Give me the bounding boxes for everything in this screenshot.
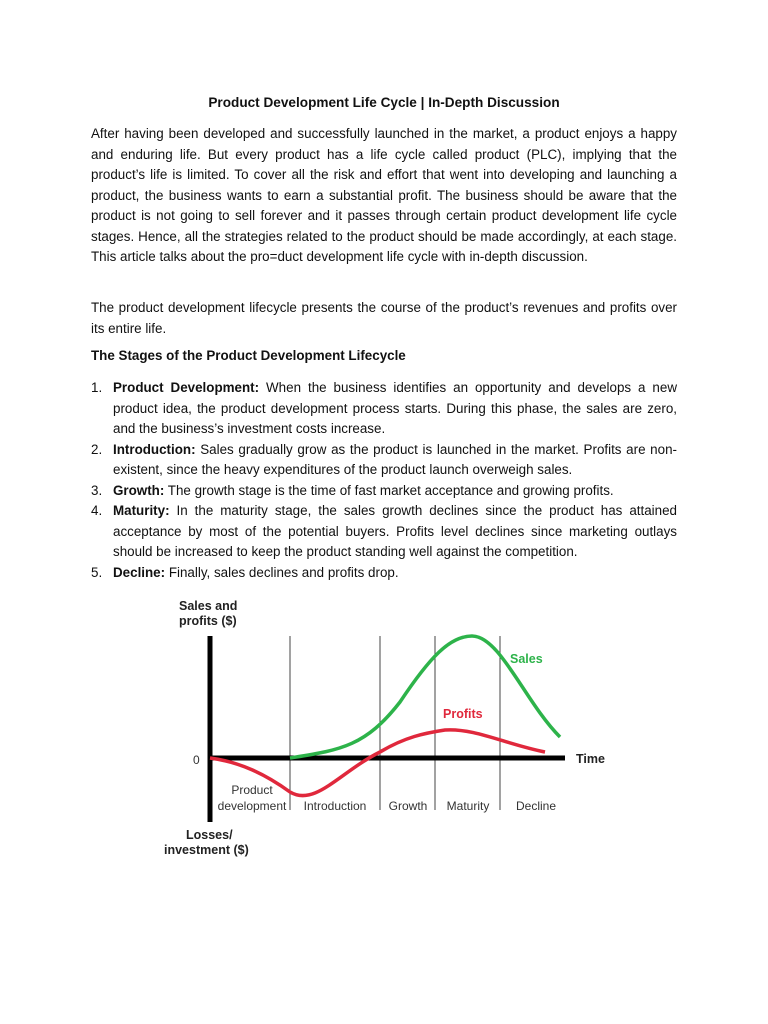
stage-name: Maturity:	[113, 503, 170, 518]
x-label-time: Time	[576, 752, 605, 766]
stage-text: In the maturity stage, the sales growth declines since the product has attained acceptance by most of the potential buyers. Profits level declines since marketing outlays should be increased to keep the product standing well against the competition.	[113, 503, 677, 559]
stage-name: Decline:	[113, 564, 166, 580]
list-item	[91, 563, 677, 584]
y-label-top-line2: profits ($)	[179, 614, 237, 628]
chart-background	[160, 592, 610, 862]
lifecycle-paragraph: The product development lifecycle presents the course of the product’s revenues and profits over its entire life.	[91, 300, 677, 336]
list-number: 5.	[91, 564, 103, 580]
list-item	[91, 481, 677, 502]
profits-series-label: Profits	[443, 707, 483, 721]
y-label-bottom-line2: investment ($)	[164, 843, 249, 857]
stage-text: Finally, sales declines and profits drop.	[165, 564, 399, 580]
sales-series-label: Sales	[510, 652, 543, 666]
stage-name: Growth:	[113, 482, 165, 498]
document-title: Product Development Life Cycle | In-Depth Discussion	[208, 95, 560, 110]
list-number: 4.	[91, 503, 103, 518]
stage-label-introduction: Introduction	[303, 799, 367, 813]
stage-name: Product Development:	[113, 380, 260, 395]
plc-chart	[160, 592, 610, 862]
stages-list	[91, 378, 677, 583]
stage-text: The growth stage is the time of fast market acceptance and growing profits.	[164, 482, 614, 498]
intro-paragraph: After having been developed and successfully launched in the market, a product enjoys a happy and enduring life. But every product has a life cycle called product (PLC), implying that the product’s life is limited. To cover all the risk and effort that went into developing and launching a product, the business wants to earn a substantial profit. The business should be aware that the product is not going to sell forever and it passes through certain product development life cycle stages. Hence, all the strategies related to the product should be made accordingly, at each stage. This article talks about the pro=duct development life cycle with in-depth discussion.	[91, 126, 677, 264]
list-item	[91, 378, 677, 440]
list-number: 1.	[91, 380, 103, 395]
stage-label-growth: Growth	[388, 799, 428, 813]
stage-text: Sales gradually grow as the product is launched in the market. Profits are non-existent, since the heavy expenditures of the product launch overweigh sales.	[113, 441, 677, 477]
stage-label-decline: Decline	[515, 799, 557, 813]
stage-text: When the business identifies an opportunity and develops a new product idea, the product development process starts. During this phase, the sales are zero, and the business’s investment costs increase.	[113, 380, 677, 436]
y-label-bottom-line1: Losses/	[186, 828, 233, 842]
stage-name: Introduction:	[113, 441, 196, 457]
section-heading: The Stages of the Product Development Lifecycle	[91, 348, 406, 363]
list-number: 3.	[91, 482, 103, 498]
y-label-top-line1: Sales and	[179, 599, 238, 613]
list-item	[91, 440, 677, 481]
zero-label: 0	[193, 753, 200, 767]
stage-label-product-development-line1: Product	[231, 783, 273, 797]
list-number: 2.	[91, 441, 103, 457]
stage-label-maturity: Maturity	[446, 799, 490, 813]
stage-label-product-development-line2: development	[217, 799, 287, 813]
list-item	[91, 501, 677, 563]
